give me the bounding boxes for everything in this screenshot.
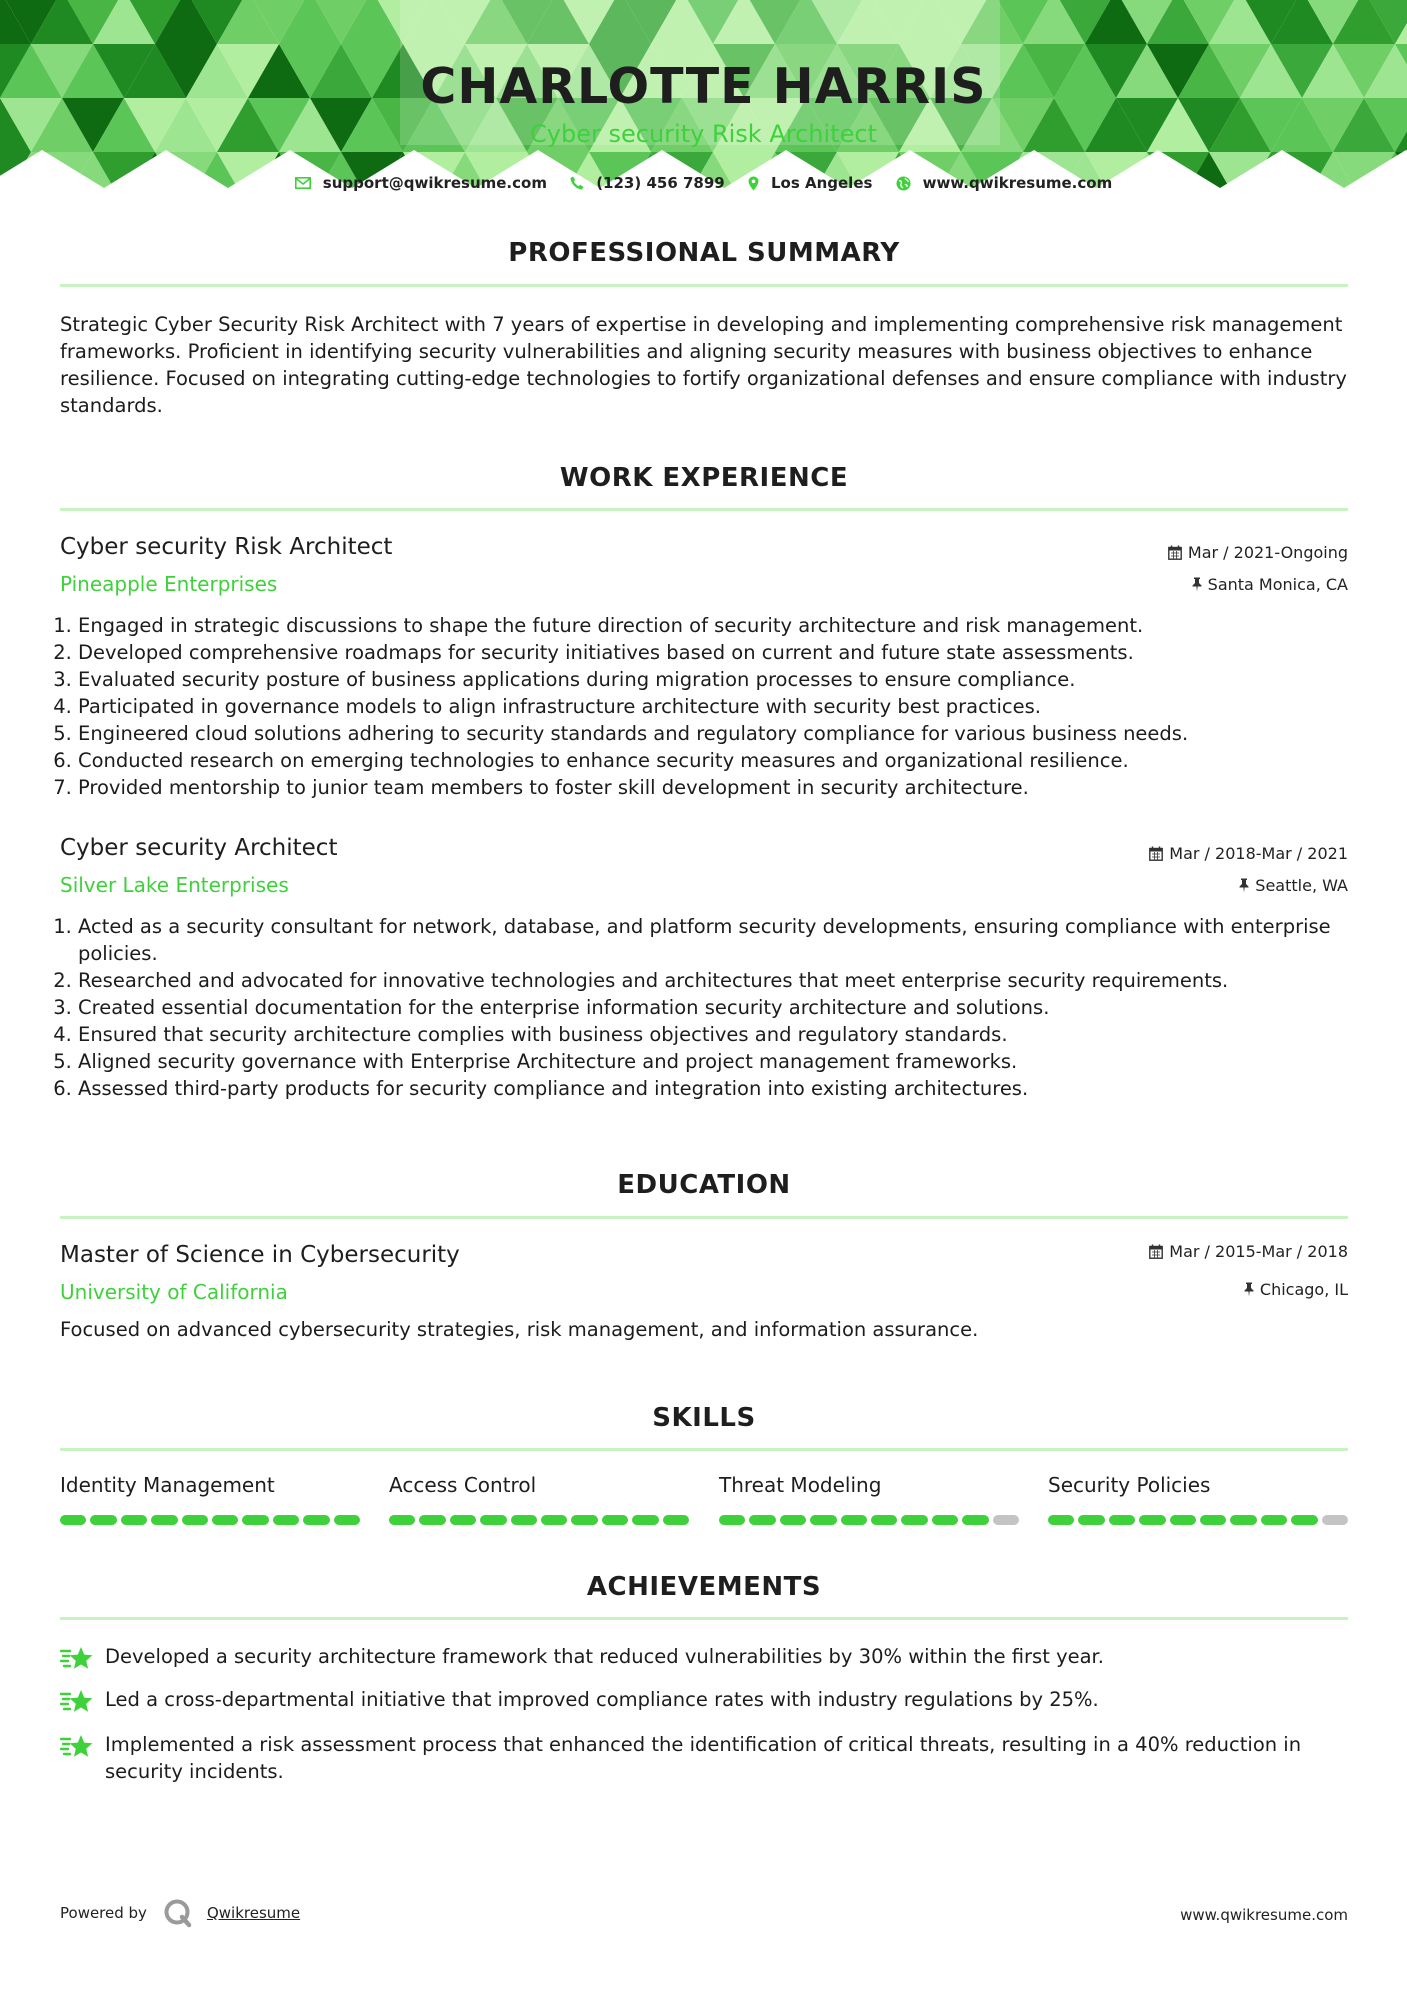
responsibility-item: 4. Participated in governance models to align infrastructure architecture with security best practices.	[78, 693, 1368, 720]
education-heading: EDUCATION	[617, 1170, 791, 1200]
powered-by-label: Powered by	[60, 1904, 147, 1922]
skill-name: Access Control	[389, 1473, 537, 1497]
job-responsibilities	[48, 913, 1368, 1102]
responsibility-item: 2. Researched and advocated for innovative technologies and architectures that meet enterprise security requirements.	[78, 967, 1368, 994]
skill-level-segment	[780, 1515, 806, 1525]
skill-level-segment	[151, 1515, 177, 1525]
skill-level-segment	[389, 1515, 415, 1525]
skill-level-segment	[1200, 1515, 1226, 1525]
skill-level-segment	[1139, 1515, 1165, 1525]
contact-bar	[0, 173, 1407, 192]
job-company: Pineapple Enterprises	[60, 572, 278, 596]
map-pin-icon	[748, 176, 759, 191]
footer-branding	[60, 1898, 300, 1928]
pushpin-icon	[1192, 577, 1202, 592]
skills-heading: SKILLS	[652, 1403, 756, 1433]
school-name: University of California	[60, 1280, 288, 1304]
contact-website-text: www.qwikresume.com	[922, 173, 1113, 192]
phone-icon	[570, 176, 584, 190]
education-description: Focused on advanced cybersecurity strategies, risk management, and information assurance.	[60, 1318, 979, 1341]
skill-level-segment	[571, 1515, 597, 1525]
degree-title: Master of Science in Cybersecurity	[60, 1242, 460, 1268]
skill-level-segment	[602, 1515, 628, 1525]
responsibility-item: 2. Developed comprehensive roadmaps for security initiatives based on current and future state assessments.	[78, 639, 1368, 666]
job-location-text: Seattle, WA	[1255, 876, 1348, 895]
qwikresume-link[interactable]: Qwikresume	[206, 1904, 301, 1922]
skill-level-segment	[511, 1515, 537, 1525]
summary-heading: PROFESSIONAL SUMMARY	[508, 238, 900, 268]
skill-item	[60, 1473, 360, 1525]
skill-level-segment	[450, 1515, 476, 1525]
qwikresume-logo-icon	[163, 1898, 193, 1928]
calendar-icon	[1168, 545, 1182, 560]
skill-level-segment	[303, 1515, 329, 1525]
skill-item	[1048, 1473, 1348, 1525]
star-badge-icon	[60, 1733, 94, 1761]
job-location-text: Santa Monica, CA	[1207, 575, 1348, 594]
skill-level-segment	[1048, 1515, 1074, 1525]
education-dates	[1149, 1242, 1348, 1261]
job-location	[1192, 575, 1348, 594]
contact-website[interactable]	[896, 174, 1113, 192]
skill-level-segment	[1170, 1515, 1196, 1525]
job-dates	[1168, 543, 1348, 562]
education-dates-text: Mar / 2015-Mar / 2018	[1169, 1242, 1348, 1261]
job-responsibilities	[48, 612, 1368, 801]
calendar-icon	[1149, 1244, 1163, 1259]
candidate-title: Cyber security Risk Architect	[530, 120, 877, 148]
skill-level-segment	[60, 1515, 86, 1525]
candidate-name: CHARLOTTE HARRIS	[420, 58, 987, 115]
summary-text: Strategic Cyber Security Risk Architect with 7 years of expertise in developing and implementing comprehensive risk management frameworks. Proficient in identifying security vulnerabilities and aligning security measures with business objectives to enhance resilience. Focused on integrating cutting-edge technologies to fortify organizational defenses and ensure compliance with industry standards.	[60, 313, 1347, 417]
achievement-text: Led a cross-departmental initiative that improved compliance rates with industry regulations by 25%.	[105, 1688, 1099, 1711]
skill-item	[389, 1473, 689, 1525]
skill-level-segment	[1322, 1515, 1348, 1525]
skill-level-segment	[212, 1515, 238, 1525]
skill-level-segment	[419, 1515, 445, 1525]
skill-level-segment	[1109, 1515, 1135, 1525]
skill-level-segment	[1291, 1515, 1317, 1525]
job-title: Cyber security Architect	[60, 835, 338, 861]
experience-divider	[60, 508, 1348, 511]
skill-level-segment	[182, 1515, 208, 1525]
skill-level-segment	[1261, 1515, 1287, 1525]
experience-heading: WORK EXPERIENCE	[559, 463, 849, 493]
skill-level-segment	[993, 1515, 1019, 1525]
skill-name: Identity Management	[60, 1473, 275, 1497]
job-title: Cyber security Risk Architect	[60, 534, 393, 560]
contact-location	[748, 174, 872, 192]
education-location	[1244, 1280, 1348, 1299]
job-dates-text: Mar / 2018-Mar / 2021	[1169, 844, 1348, 863]
skill-level-bar	[719, 1515, 1019, 1525]
achievement-item	[60, 1643, 1350, 1670]
contact-email-text: support@qwikresume.com	[322, 173, 547, 192]
globe-icon	[896, 176, 911, 191]
skill-level-segment	[632, 1515, 658, 1525]
achievement-item	[60, 1731, 1350, 1785]
skill-level-segment	[749, 1515, 775, 1525]
calendar-icon	[1149, 846, 1163, 861]
skill-level-segment	[810, 1515, 836, 1525]
pushpin-icon	[1239, 878, 1249, 893]
responsibility-item: 3. Evaluated security posture of business applications during migration processes to ensure compliance.	[78, 666, 1368, 693]
skill-level-bar	[1048, 1515, 1348, 1525]
responsibility-item: 5. Engineered cloud solutions adhering to security standards and regulatory compliance for various business needs.	[78, 720, 1368, 747]
achievements-heading: ACHIEVEMENTS	[586, 1572, 822, 1602]
responsibility-item: 6. Assessed third-party products for security compliance and integration into existing architectures.	[78, 1075, 1368, 1102]
star-badge-icon	[60, 1645, 94, 1673]
achievement-item	[60, 1686, 1350, 1713]
achievement-text: Implemented a risk assessment process that enhanced the identification of critical threats, resulting in a 40% reduction in security incidents.	[105, 1733, 1302, 1783]
skill-name: Threat Modeling	[719, 1473, 882, 1497]
contact-email[interactable]	[295, 174, 547, 192]
responsibility-item: 1. Acted as a security consultant for network, database, and platform security developments, ensuring compliance with enterprise policies.	[78, 913, 1368, 967]
skill-level-segment	[334, 1515, 360, 1525]
skill-item	[719, 1473, 1019, 1525]
skill-level-segment	[962, 1515, 988, 1525]
education-location-text: Chicago, IL	[1259, 1280, 1348, 1299]
education-divider	[60, 1216, 1348, 1219]
job-company: Silver Lake Enterprises	[60, 873, 289, 897]
achievement-text: Developed a security architecture framework that reduced vulnerabilities by 30% within the first year.	[105, 1645, 1104, 1668]
skill-level-segment	[932, 1515, 958, 1525]
responsibility-item: 5. Aligned security governance with Enterprise Architecture and project management frameworks.	[78, 1048, 1368, 1075]
contact-phone-text: (123) 456 7899	[596, 173, 725, 192]
skill-level-segment	[901, 1515, 927, 1525]
skill-level-segment	[541, 1515, 567, 1525]
skill-level-segment	[841, 1515, 867, 1525]
skill-level-segment	[1230, 1515, 1256, 1525]
responsibility-item: 4. Ensured that security architecture complies with business objectives and regulatory standards.	[78, 1021, 1368, 1048]
skill-level-segment	[90, 1515, 116, 1525]
job-dates-text: Mar / 2021-Ongoing	[1187, 543, 1348, 562]
skills-divider	[60, 1448, 1348, 1451]
responsibility-item: 1. Engaged in strategic discussions to shape the future direction of security architecture and risk management.	[78, 612, 1368, 639]
job-location	[1239, 876, 1348, 895]
skill-level-segment	[273, 1515, 299, 1525]
contact-phone[interactable]	[570, 174, 725, 192]
responsibility-item: 3. Created essential documentation for the enterprise information security architecture and solutions.	[78, 994, 1368, 1021]
achievements-divider	[60, 1617, 1348, 1620]
skill-level-segment	[1078, 1515, 1104, 1525]
contact-location-text: Los Angeles	[770, 173, 873, 192]
footer-website[interactable]: www.qwikresume.com	[1180, 1906, 1348, 1924]
skill-level-segment	[719, 1515, 745, 1525]
skill-level-bar	[60, 1515, 360, 1525]
summary-divider	[60, 284, 1348, 287]
skill-level-segment	[871, 1515, 897, 1525]
star-badge-icon	[60, 1688, 94, 1716]
skill-level-segment	[242, 1515, 268, 1525]
responsibility-item: 6. Conducted research on emerging technologies to enhance security measures and organizational resilience.	[78, 747, 1368, 774]
skill-level-bar	[389, 1515, 689, 1525]
responsibility-item: 7. Provided mentorship to junior team members to foster skill development in security architecture.	[78, 774, 1368, 801]
skill-level-segment	[121, 1515, 147, 1525]
pushpin-icon	[1244, 1282, 1254, 1297]
skill-level-segment	[663, 1515, 689, 1525]
envelope-icon	[295, 177, 311, 189]
skill-level-segment	[480, 1515, 506, 1525]
skill-name: Security Policies	[1048, 1473, 1211, 1497]
job-dates	[1149, 844, 1348, 863]
